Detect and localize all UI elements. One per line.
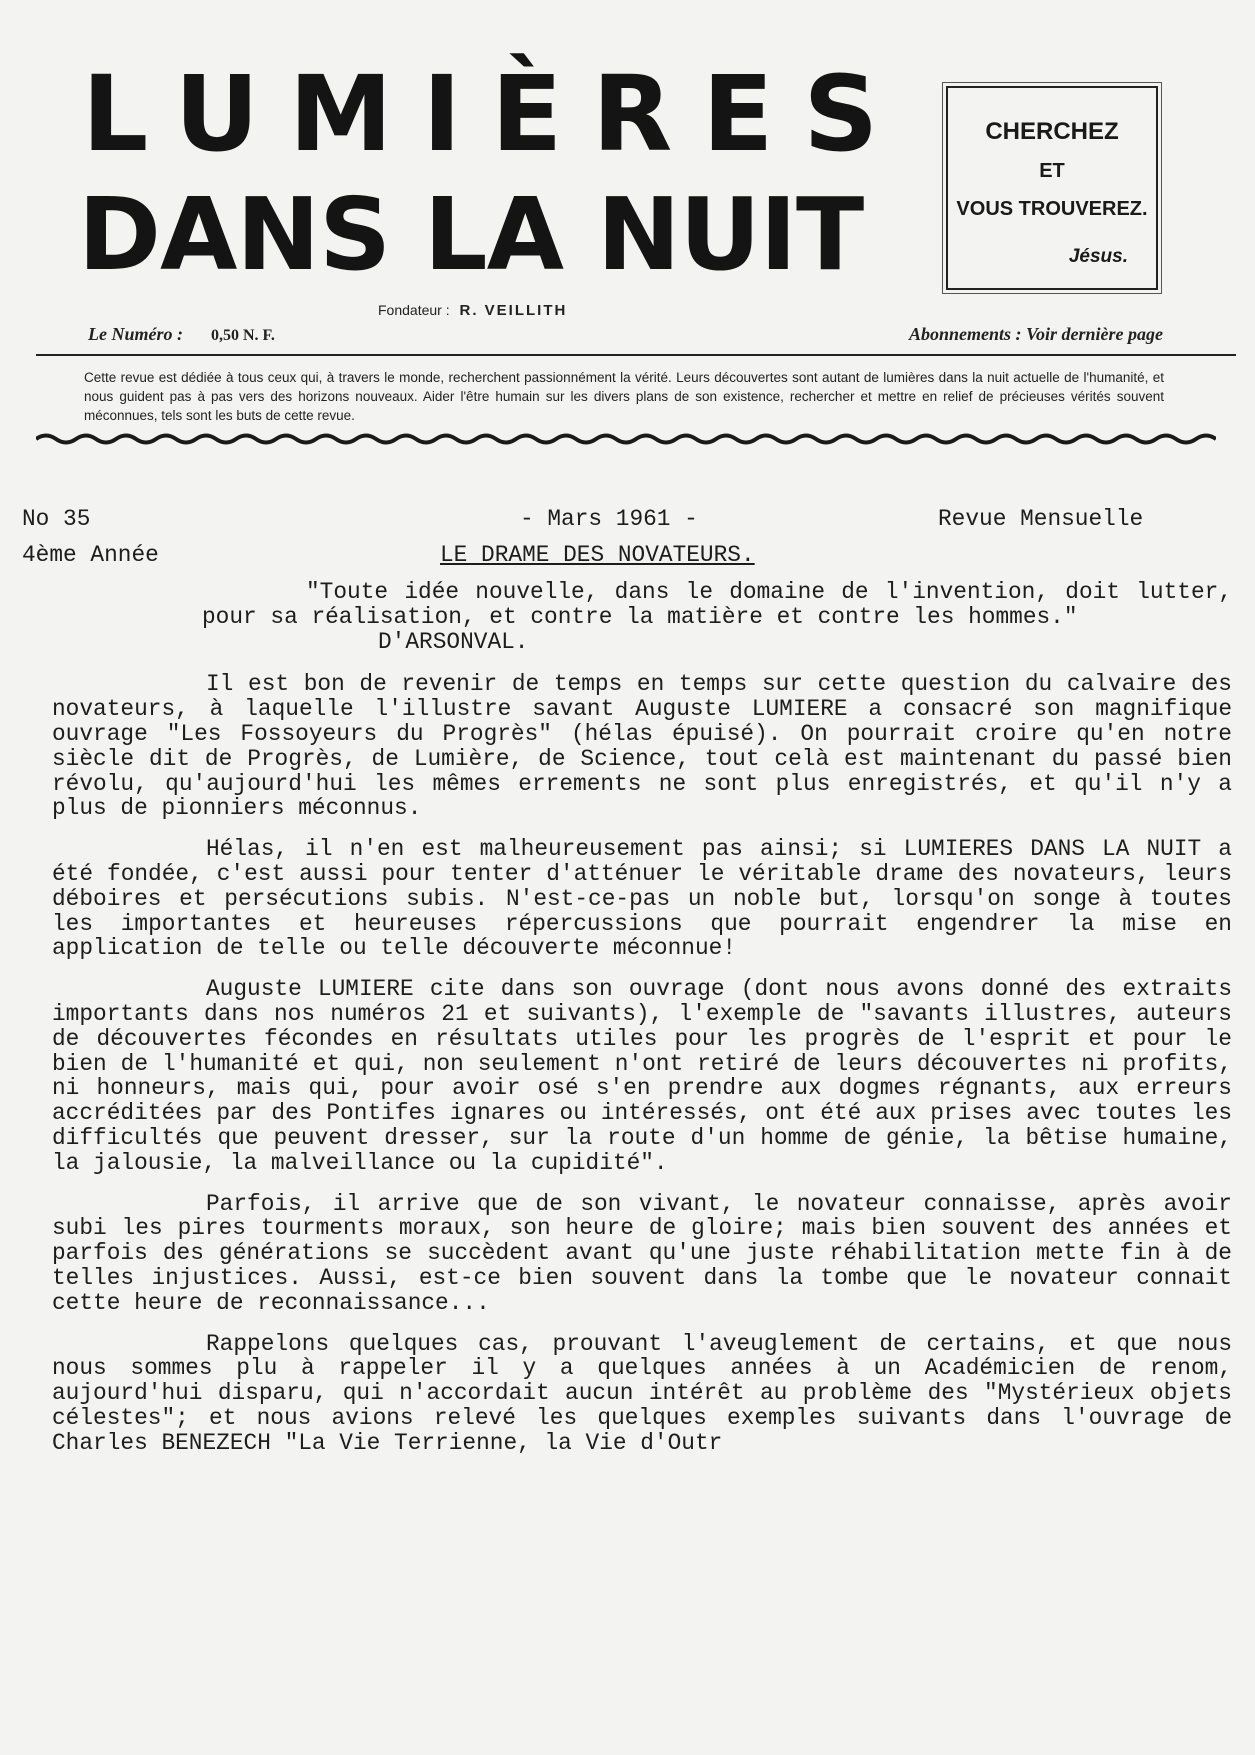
quote-author: D'ARSONVAL. — [378, 628, 529, 655]
motto-attribution: Jésus. — [1068, 246, 1128, 267]
founder-line — [378, 302, 567, 319]
motto-line2: ET — [1039, 160, 1065, 182]
masthead-title-line1: LUMIÈRES — [82, 53, 909, 175]
founder-name: R. VEILLITH — [459, 302, 568, 319]
dedication-text: Cette revue est dédiée à tous ceux qui, à travers le monde, recherchent passionnément la vérité. Leurs découvertes sont autant de lumières dans la nuit actuelle de l'humanité, et nous guident pas à pas vers des horizons nouveaux. Aider l'être humain sur les divers plans de son existence, rechercher et mettre en relief de précieuses vérités souvent méconnues, tels sont les buts de cette revue. — [84, 370, 1164, 423]
article-paragraph: Hélas, il n'en est malheureusement pas ainsi; si LUMIERES DANS LA NUIT a été fondée, c'est aussi pour tenter d'atténuer le véritable drame des novateurs, leurs déboires et persécutions subis. N'est-ce-pas un noble but, lorsqu'on songe à toutes les importantes et heureuses répercussions que pourrait engendrer la mise en application de telle ou telle découverte méconnue! — [52, 836, 1232, 962]
motto-box — [946, 86, 1158, 290]
article-title: LE DRAME DES NOVATEURS. — [440, 542, 755, 568]
wavy-divider — [36, 432, 1216, 446]
motto-line1: CHERCHEZ — [985, 118, 1119, 145]
masthead-title-line2: DANS LA NUIT — [78, 176, 864, 293]
article-paragraph: Rappelons quelques cas, prouvant l'aveuglement de certains, et que nous nous sommes plu à rappeler il y a quelques années à un Académicien de renom, aujourd'hui disparu, qui n'accordait aucun intérêt au problème des "Mystérieux objets célestes"; et nous avions relevé les quelques exemples suivants dans l'ouvrage de Charles BENEZECH "La Vie Terrienne, la Vie d'Outr — [52, 1330, 1232, 1456]
issue-frequency: Revue Mensuelle — [938, 506, 1144, 532]
article-paragraph: Auguste LUMIERE cite dans son ouvrage (dont nous avons donné des extraits importants dans nos numéros 21 et suivants), l'exemple de "savants illustres, auteurs de découvertes fécondes en résultats utiles pour les progrès de l'esprit et pour le bien de l'humanité et qui, non seulement n'ont retiré de leurs découvertes ni profits, ni honneurs, mais qui, pour avoir osé s'en prendre aux dogmes régnants, aux erreurs accréditées par des Pontifes ignares ou intéressés, ont été aux prises avec toutes les difficultés que peuvent dresser, sur la route d'un homme de génie, la bêtise humaine, la jalousie, la malveillance ou la cupidité". — [52, 976, 1232, 1176]
article-body — [52, 580, 1232, 1472]
price-value: 0,50 N. F. — [210, 327, 275, 344]
founder-label: Fondateur : — [378, 302, 450, 318]
motto-line3: VOUS TROUVEREZ. — [956, 198, 1148, 220]
article-paragraph: Il est bon de revenir de temps en temps sur cette question du calvaire des novateurs, à laquelle l'illustre savant Auguste LUMIERE a consacré son magnifique ouvrage "Les Fossoyeurs du Progrès" (hélas épuisé). On pourrait croire qu'en notre siècle dit de Progrès, de Lumière, de Science, tout celà est maintenant du passé bien révolu, qu'aujourd'hui les mêmes errements ne sont plus enregistrés, et qu'il n'y a plus de pionniers méconnus. — [52, 671, 1232, 822]
issue-date: - Mars 1961 - — [520, 506, 698, 532]
article-quote: "Toute idée nouvelle, dans le domaine de l'invention, doit lutter, pour sa réalisation, et contre la matière et contre les hommes." — [202, 579, 1232, 630]
article-paragraph: Parfois, il arrive que de son vivant, le novateur connaisse, après avoir subi les pires tourments moraux, son heure de gloire; mais bien souvent des années et parfois des générations se succèdent avant qu'une juste réhabilitation mette fin à de telles injustices. Aussi, est-ce bien souvent dans la tombe que le novateur connait cette heure de reconnaissance... — [52, 1190, 1232, 1316]
issue-year: 4ème Année — [22, 542, 159, 568]
issue-number: No 35 — [22, 506, 91, 532]
header-rule — [36, 354, 1236, 356]
subscriptions-note: Abonnements : Voir dernière page — [908, 324, 1163, 344]
price-label: Le Numéro : — [88, 324, 183, 344]
price-line — [88, 324, 275, 345]
